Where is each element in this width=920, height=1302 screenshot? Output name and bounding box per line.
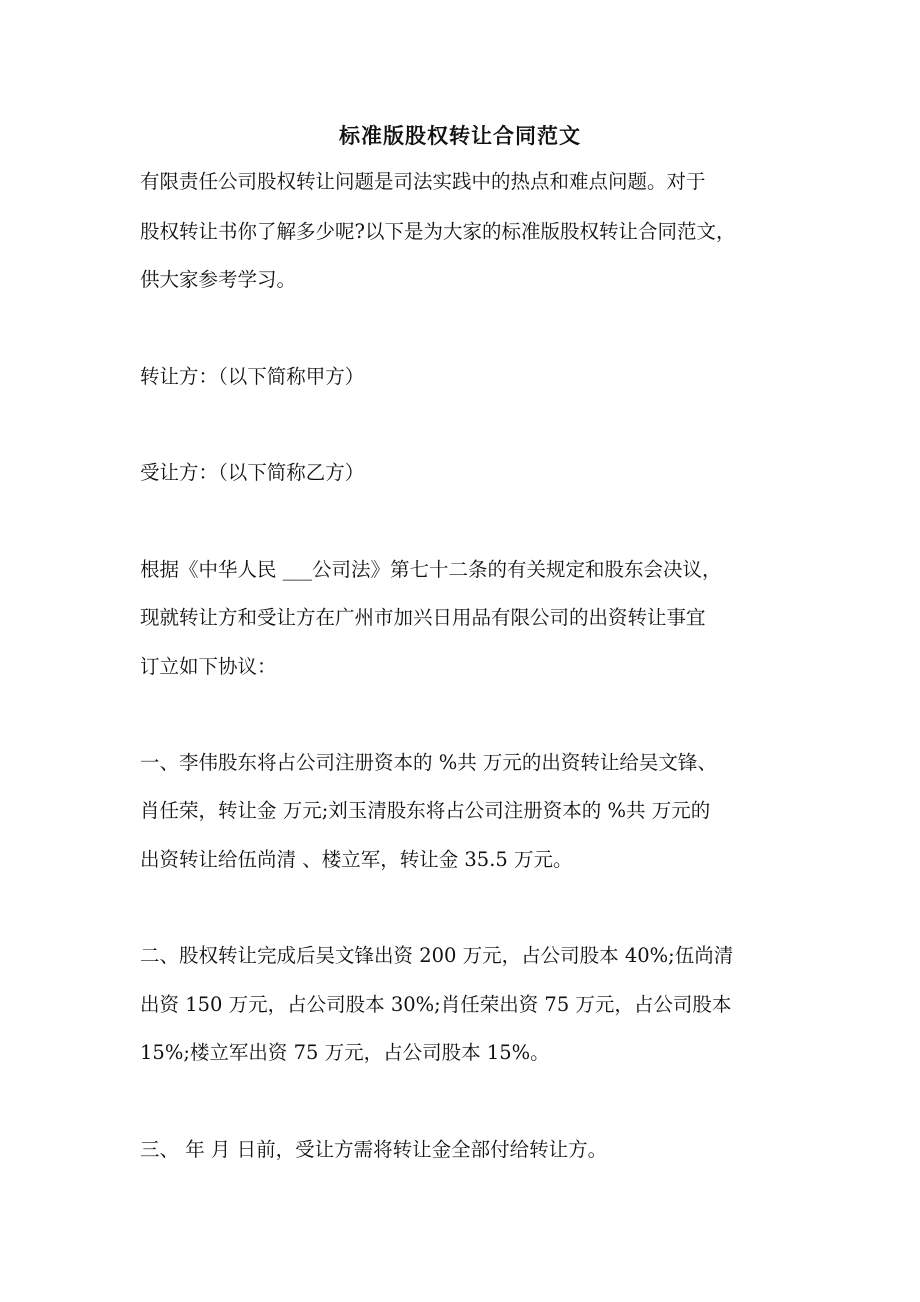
intro-line-3: 供大家参考学习。	[140, 268, 297, 291]
basis-line-2: 现就转让方和受让方在广州市加兴日用品有限公司的出资转让事宜	[140, 606, 706, 629]
clause2-line-3: 15%;楼立军出资 75 万元，占公司股本 15%。	[140, 1041, 550, 1064]
clause2-line-1: 二、股权转让完成后吴文锋出资 200 万元，占公司股本 40%;伍尚清	[140, 944, 734, 967]
basis-line-3: 订立如下协议：	[140, 655, 277, 678]
intro-line-2: 股权转让书你了解多少呢?以下是为大家的标准版股权转让合同范文，	[140, 220, 736, 243]
clause2-line-2: 出资 150 万元，占公司股本 30%;肖任荣出资 75 万元，占公司股本	[140, 993, 732, 1016]
clause1-line-2: 肖任荣，转让金 万元;刘玉清股东将占公司注册资本的 %共 万元的	[140, 799, 711, 822]
clause1-line-3: 出资转让给伍尚清 、楼立军，转让金 35.5 万元。	[140, 848, 573, 871]
transferee-line: 受让方：（以下简称乙方）	[140, 461, 365, 484]
transferor-line: 转让方：（以下简称甲方）	[140, 365, 365, 388]
document-title: 标准版股权转让合同范文	[339, 123, 581, 148]
intro-line-1: 有限责任公司股权转让问题是司法实践中的热点和难点问题。对于	[140, 170, 706, 193]
basis-line-1: 根据《中华人民 ___公司法》第七十二条的有关规定和股东会决议，	[140, 558, 722, 581]
clause3-line-1: 三、 年 月 日前，受让方需将转让金全部付给转让方。	[140, 1138, 608, 1161]
clause1-line-1: 一、李伟股东将占公司注册资本的 %共 万元的出资转让给吴文锋、	[140, 751, 717, 774]
